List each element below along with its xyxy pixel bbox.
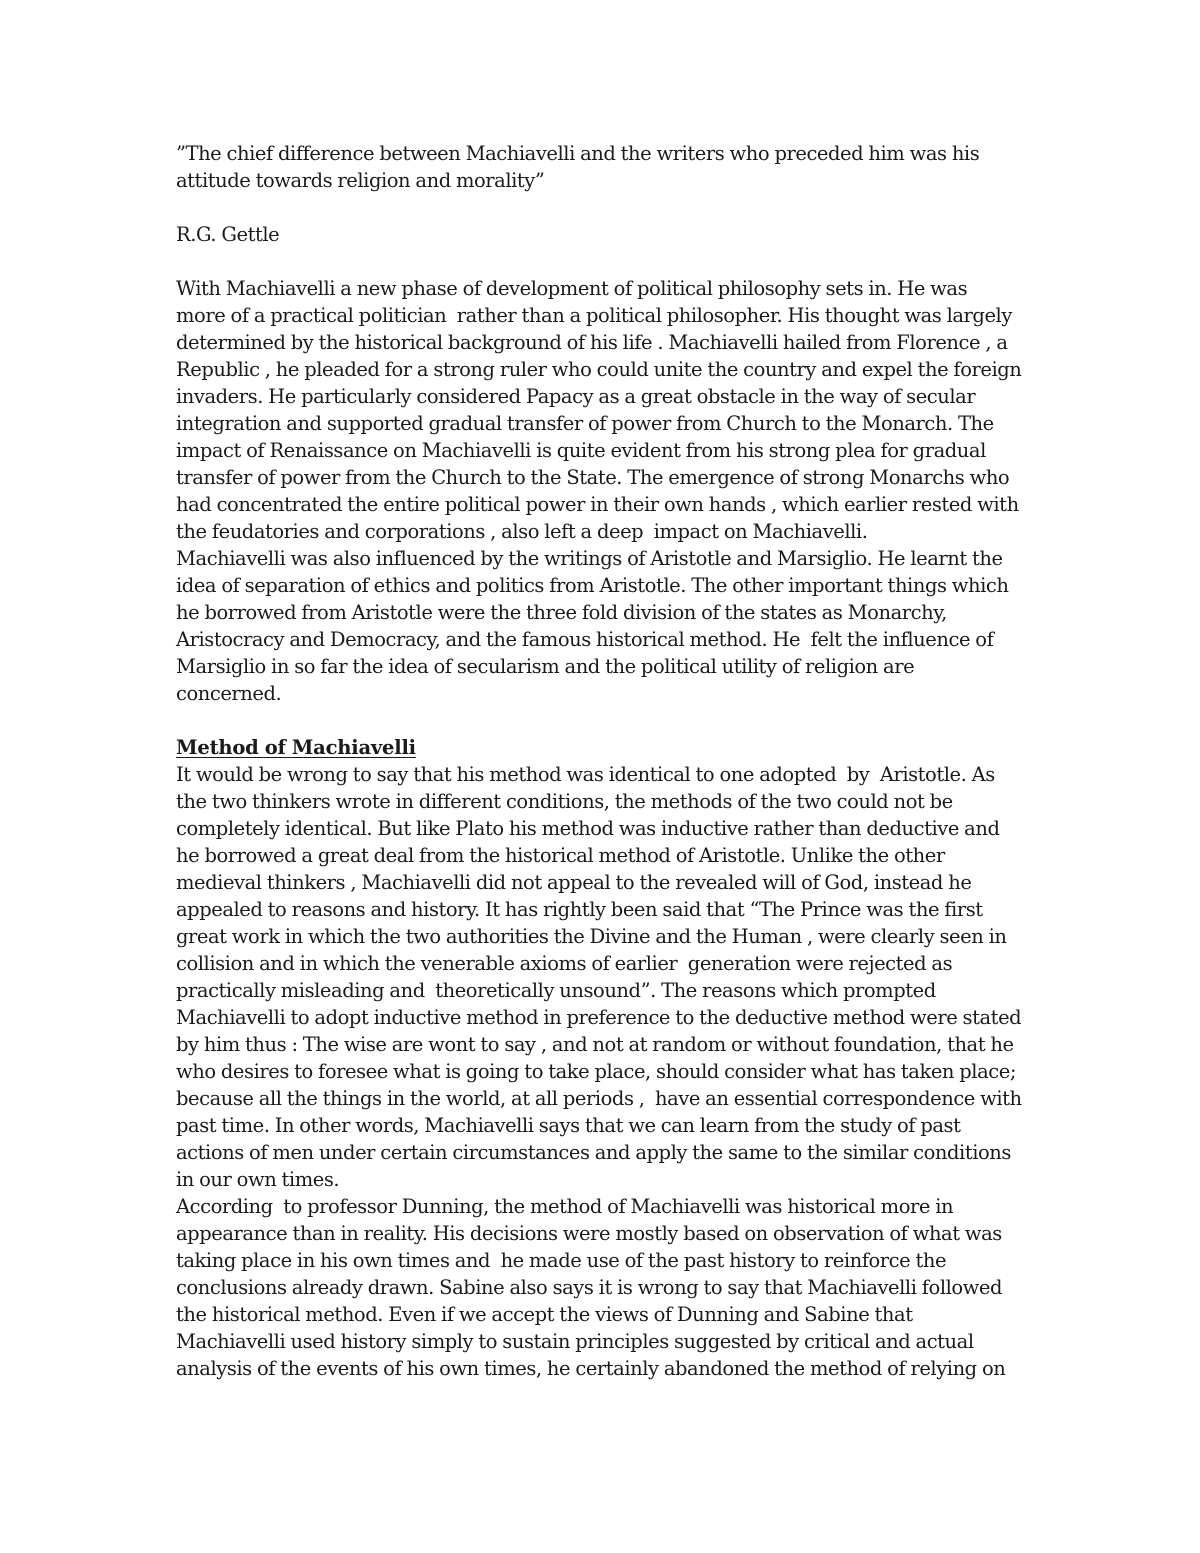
body-line: With Machiavelli a new phase of development of political philosophy sets in. He was [176,277,968,300]
body-line: collision and in which the venerable axioms of earlier generation were rejected as [176,952,953,975]
spacer [176,707,1036,734]
body-line: Machiavelli to adopt inductive method in preference to the deductive method were stated [176,1006,1022,1029]
body-line: the two thinkers wrote in different conditions, the methods of the two could not be [176,790,953,813]
body-line: determined by the historical background of his life . Machiavelli hailed from Florence , a [176,331,1008,354]
body-line: had concentrated the entire political power in their own hands , which earlier rested with [176,493,1019,516]
body-line: concerned. [176,682,282,705]
body-line: by him thus : The wise are wont to say , and not at random or without foundation, that he [176,1033,1014,1056]
body-line: It would be wrong to say that his method was identical to one adopted by Aristotle. As [176,763,995,786]
body-line: transfer of power from the Church to the State. The emergence of strong Monarchs who [176,466,1010,489]
document-page [176,140,1036,1382]
body-line: actions of men under certain circumstances and apply the same to the similar conditions [176,1141,1011,1164]
body-line: practically misleading and theoretically unsound”. The reasons which prompted [176,979,936,1002]
body-line: the historical method. Even if we accept the views of Dunning and Sabine that [176,1303,913,1326]
body-line: medieval thinkers , Machiavelli did not appeal to the revealed will of God, instead he [176,871,972,894]
quote-attribution: R.G. Gettle [176,223,280,246]
body-line: According to professor Dunning, the method of Machiavelli was historical more in [176,1195,954,1218]
intro-paragraph [176,275,1036,707]
body-line: taking place in his own times and he made use of the past history to reinforce the [176,1249,947,1272]
method-paragraph [176,761,1036,1382]
quote-line: ”The chief difference between Machiavelli and the writers who preceded him was his [176,142,980,165]
body-line: idea of separation of ethics and politics from Aristotle. The other important things which [176,574,1009,597]
quote-line: attitude towards religion and morality” [176,169,545,192]
body-line: Marsiglio in so far the idea of secularism and the political utility of religion are [176,655,915,678]
section-heading: Method of Machiavelli [176,736,416,759]
body-line: integration and supported gradual transfer of power from Church to the Monarch. The [176,412,994,435]
body-line: in our own times. [176,1168,340,1191]
spacer [176,248,1036,275]
body-line: conclusions already drawn. Sabine also says it is wrong to say that Machiavelli followed [176,1276,1003,1299]
body-line: he borrowed from Aristotle were the three fold division of the states as Monarchy, [176,601,947,624]
body-line: more of a practical politician rather than a political philosopher. His thought was largely [176,304,1012,327]
body-line: Republic , he pleaded for a strong ruler who could unite the country and expel the foreign [176,358,1022,381]
spacer [176,194,1036,221]
body-line: because all the things in the world, at all periods , have an essential correspondence with [176,1087,1022,1110]
body-line: great work in which the two authorities the Divine and the Human , were clearly seen in [176,925,1007,948]
body-line: Machiavelli used history simply to sustain principles suggested by critical and actual [176,1330,974,1353]
body-line: who desires to foresee what is going to take place, should consider what has taken place; [176,1060,1016,1083]
body-line: he borrowed a great deal from the historical method of Aristotle. Unlike the other [176,844,945,867]
body-line: Aristocracy and Democracy, and the famous historical method. He felt the influence of [176,628,994,651]
body-line: invaders. He particularly considered Papacy as a great obstacle in the way of secular [176,385,976,408]
body-line: appealed to reasons and history. It has rightly been said that “The Prince was the first [176,898,983,921]
body-line: analysis of the events of his own times, he certainly abandoned the method of relying on [176,1357,1006,1380]
opening-quote [176,140,1036,194]
body-line: Machiavelli was also influenced by the writings of Aristotle and Marsiglio. He learnt the [176,547,1003,570]
body-line: the feudatories and corporations , also left a deep impact on Machiavelli. [176,520,868,543]
body-line: completely identical. But like Plato his method was inductive rather than deductive and [176,817,1000,840]
body-line: past time. In other words, Machiavelli says that we can learn from the study of past [176,1114,961,1137]
body-line: impact of Renaissance on Machiavelli is quite evident from his strong plea for gradual [176,439,986,462]
body-line: appearance than in reality. His decisions were mostly based on observation of what was [176,1222,1002,1245]
